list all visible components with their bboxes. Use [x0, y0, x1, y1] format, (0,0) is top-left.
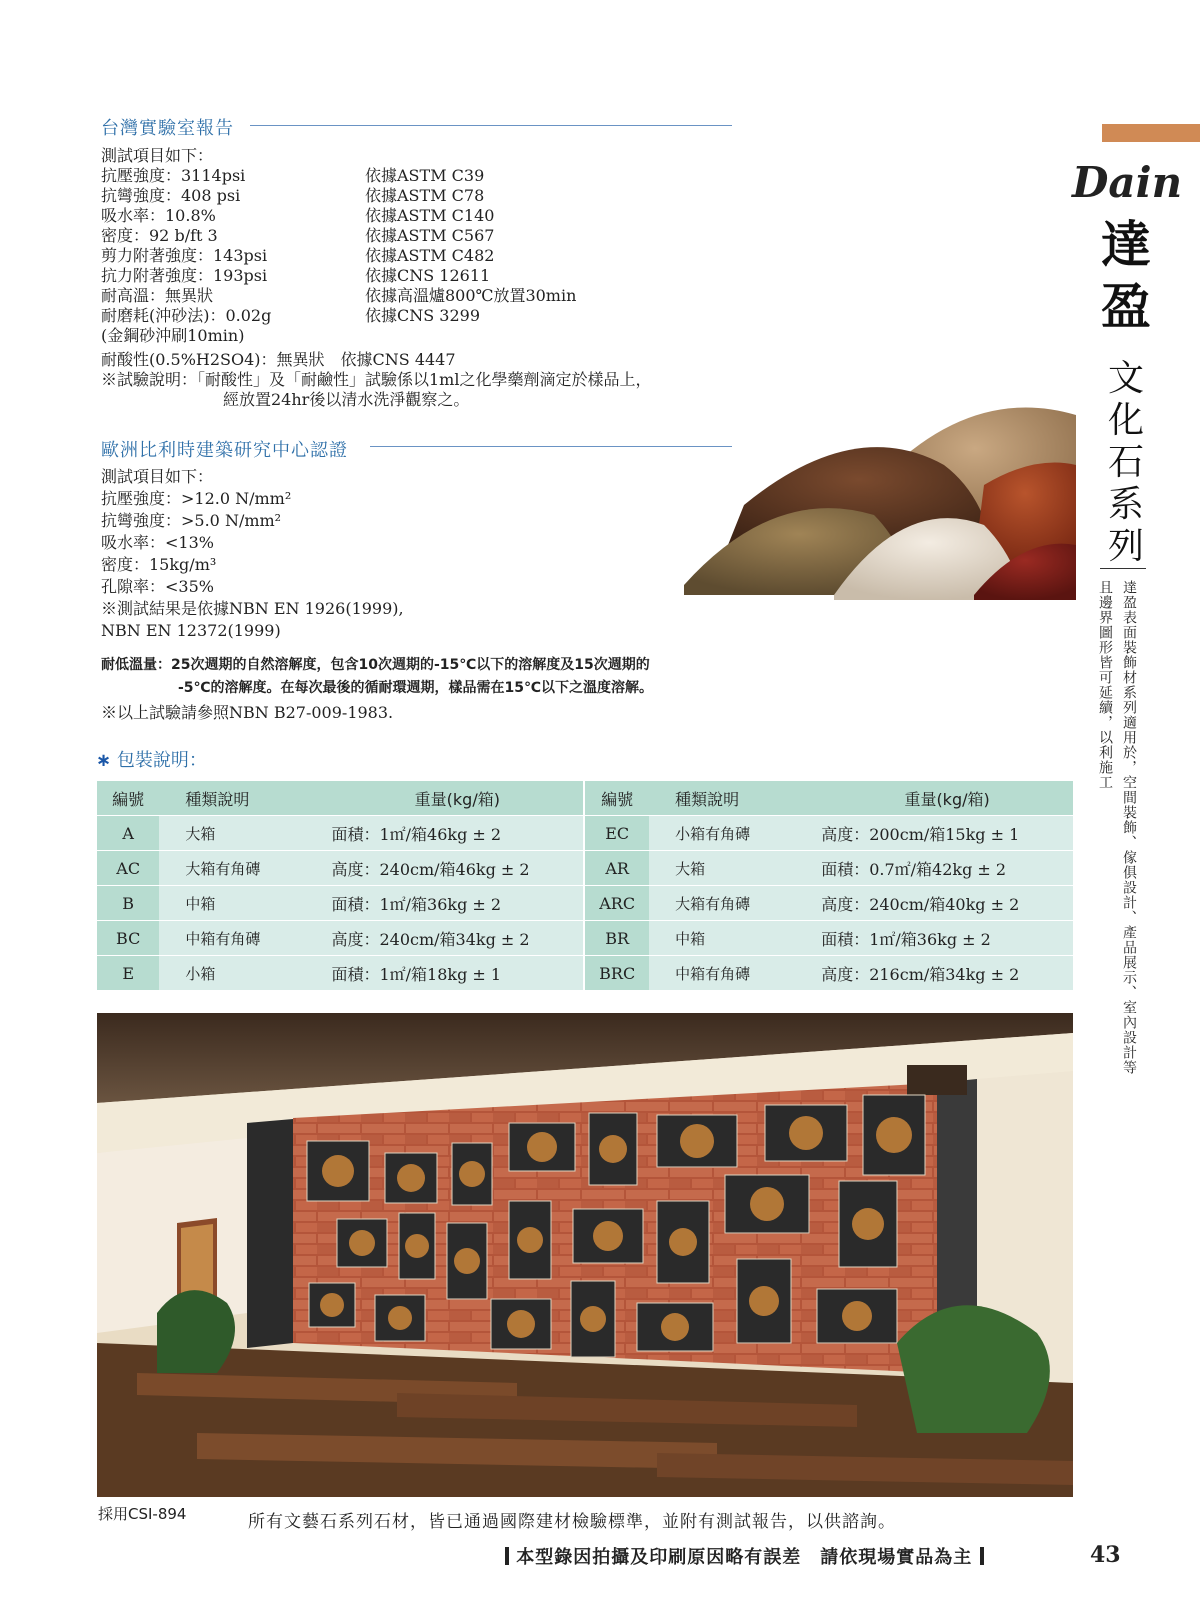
taiwan-test-standard: 依據ASTM C567 — [365, 226, 495, 245]
footer-bar-right — [980, 1547, 984, 1565]
europe-test-item: 密度：15kg/m³ — [101, 555, 217, 574]
packing-cell: B — [97, 886, 159, 921]
packing-cell: 中箱 — [159, 886, 309, 921]
brand-description-col2: 且邊界圖形皆可延續，以利施工 — [1097, 580, 1113, 790]
taiwan-test-item: 耐高溫：無異狀 — [101, 286, 214, 305]
europe-frost-line2: -5℃的溶解度。在每次最後的循耐環週期，樣品需在15℃以下之溫度溶解。 — [178, 680, 653, 696]
footer-note — [505, 1543, 984, 1569]
packing-cell: 大箱有角磚 — [649, 886, 799, 921]
page-number: 43 — [1090, 1542, 1121, 1568]
packing-cell: 高度：200cm/箱15kg ± 1 — [799, 816, 1073, 851]
packing-cell: AC — [97, 851, 159, 886]
taiwan-test-item: 剪力附著強度：143psi — [101, 246, 268, 265]
cafe-installation-photo — [97, 1013, 1073, 1497]
series-title-char: 化 — [1107, 400, 1144, 441]
taiwan-acid-line: 耐酸性(0.5%H2SO4)：無異狀 依據CNS 4447 — [101, 350, 456, 369]
brand-name-char-2: 盈 — [1101, 277, 1151, 336]
europe-test-item: 孔隙率：<35% — [101, 577, 214, 596]
europe-test-item: NBN EN 12372(1999) — [101, 621, 281, 640]
series-title-char: 文 — [1107, 358, 1144, 399]
europe-test-item: 抗壓強度：>12.0 N/mm² — [101, 489, 292, 508]
packing-header-cell: 重量(kg/箱) — [309, 781, 583, 816]
packing-header-cell: 種類說明 — [159, 781, 309, 816]
packing-cell: 中箱有角磚 — [649, 956, 799, 991]
packing-cell: 小箱有角磚 — [649, 816, 799, 851]
packing-header-cell: 編號 — [583, 781, 649, 816]
packing-cell: 大箱 — [649, 851, 799, 886]
europe-section-title: 歐洲比利時建築研究中心認證 — [101, 440, 348, 461]
packing-table-row — [97, 816, 1073, 851]
taiwan-test-item: (金鋼砂沖刷10min) — [101, 326, 245, 345]
packing-header-cell: 重量(kg/箱) — [799, 781, 1073, 816]
taiwan-test-standard: 依據ASTM C482 — [365, 246, 495, 265]
packing-cell: 面積：1㎡/箱18kg ± 1 — [309, 956, 583, 991]
product-code-caption: 採用CSI-894 — [98, 1505, 187, 1523]
packing-cell: E — [97, 956, 159, 991]
packing-cell: BRC — [583, 956, 649, 991]
packing-cell: 高度：240cm/箱34kg ± 2 — [309, 921, 583, 956]
brand-accent-bar — [1102, 124, 1200, 142]
europe-test-item: 抗彎強度：>5.0 N/mm² — [101, 511, 282, 530]
taiwan-intro: 測試項目如下： — [101, 146, 214, 165]
taiwan-test-standard: 依據高溫爐800℃放置30min — [365, 286, 577, 305]
series-title-char: 系 — [1107, 484, 1144, 525]
taiwan-test-item: 耐磨耗(沖砂法)：0.02g — [101, 306, 272, 325]
europe-test-item: 吸水率：<13% — [101, 533, 214, 552]
packing-cell: ARC — [583, 886, 649, 921]
packing-title — [96, 746, 207, 772]
packing-table-row — [97, 886, 1073, 921]
europe-intro: 測試項目如下： — [101, 467, 214, 486]
taiwan-test-standard: 依據ASTM C39 — [365, 166, 485, 185]
taiwan-note-line1: ※試驗說明：「耐酸性」及「耐鹼性」試驗係以1ml之化學藥劑滴定於樣品上， — [101, 370, 652, 389]
packing-cell: 大箱 — [159, 816, 309, 851]
packing-table — [97, 781, 1073, 991]
taiwan-test-item: 抗壓強度：3114psi — [101, 166, 246, 185]
europe-section-divider — [370, 446, 732, 447]
packing-header-cell: 編號 — [97, 781, 159, 816]
packing-cell: 高度：240cm/箱40kg ± 2 — [799, 886, 1073, 921]
certification-statement: 所有文藝石系列石材，皆已通過國際建材檢驗標準，並附有測試報告，以供諮詢。 — [248, 1512, 896, 1532]
taiwan-test-item: 抗力附著強度：193psi — [101, 266, 268, 285]
packing-cell: A — [97, 816, 159, 851]
taiwan-section-divider — [250, 125, 732, 126]
footer-note-text: 本型錄因拍攝及印刷原因略有誤差 請依現場實品為主 — [516, 1547, 973, 1568]
packing-cell: AR — [583, 851, 649, 886]
brand-divider — [1100, 568, 1146, 569]
packing-cell: 高度：240cm/箱46kg ± 2 — [309, 851, 583, 886]
packing-cell: 小箱 — [159, 956, 309, 991]
taiwan-test-standard: 依據ASTM C140 — [365, 206, 495, 225]
packing-table-row — [97, 921, 1073, 956]
packing-cell: 中箱有角磚 — [159, 921, 309, 956]
taiwan-test-standard: 依據CNS 12611 — [365, 266, 491, 285]
asterisk-icon: ∗ — [96, 750, 112, 771]
europe-test-item: ※測試結果是依據NBN EN 1926(1999), — [101, 599, 404, 618]
taiwan-test-item: 密度：92 b/ft 3 — [101, 226, 218, 245]
taiwan-test-standard: 依據ASTM C78 — [365, 186, 485, 205]
packing-cell: 中箱 — [649, 921, 799, 956]
brand-description-col1: 達盈表面裝飾材系列適用於，空間裝飾、傢俱設計、產品展示、室內設計等 — [1121, 580, 1137, 1075]
packing-cell: 面積：1㎡/箱46kg ± 2 — [309, 816, 583, 851]
taiwan-test-standard: 依據CNS 3299 — [365, 306, 481, 325]
taiwan-test-item: 吸水率：10.8% — [101, 206, 216, 225]
stone-powder-illustration — [684, 395, 1076, 605]
packing-header-cell: 種類說明 — [649, 781, 799, 816]
series-title-char: 石 — [1107, 442, 1144, 483]
europe-reference: ※以上試驗請參照NBN B27-009-1983. — [101, 703, 394, 722]
brand-name-char-1: 達 — [1101, 215, 1151, 274]
packing-cell: 面積：1㎡/箱36kg ± 2 — [309, 886, 583, 921]
packing-table-header — [97, 781, 1073, 816]
packing-cell: 面積：1㎡/箱36kg ± 2 — [799, 921, 1073, 956]
packing-cell: 面積：0.7㎡/箱42kg ± 2 — [799, 851, 1073, 886]
europe-frost-line1: 耐低溫量：25次週期的自然溶解度，包含10次週期的-15℃以下的溶解度及15次週期的 — [101, 657, 650, 673]
taiwan-section-title: 台灣實驗室報告 — [101, 118, 234, 139]
packing-table-row — [97, 851, 1073, 886]
taiwan-note-line2: 經放置24hr後以清水洗淨觀察之。 — [223, 390, 470, 409]
taiwan-test-item: 抗彎強度：408 psi — [101, 186, 241, 205]
packing-cell: BR — [583, 921, 649, 956]
packing-table-row — [97, 956, 1073, 991]
packing-title-text: 包裝說明： — [116, 750, 207, 771]
footer-bar-left — [505, 1547, 509, 1565]
packing-cell: 高度：216cm/箱34kg ± 2 — [799, 956, 1073, 991]
brand-logo: Dain — [1072, 158, 1183, 207]
packing-cell: BC — [97, 921, 159, 956]
packing-cell: 大箱有角磚 — [159, 851, 309, 886]
series-title-char: 列 — [1107, 526, 1144, 567]
packing-cell: EC — [583, 816, 649, 851]
